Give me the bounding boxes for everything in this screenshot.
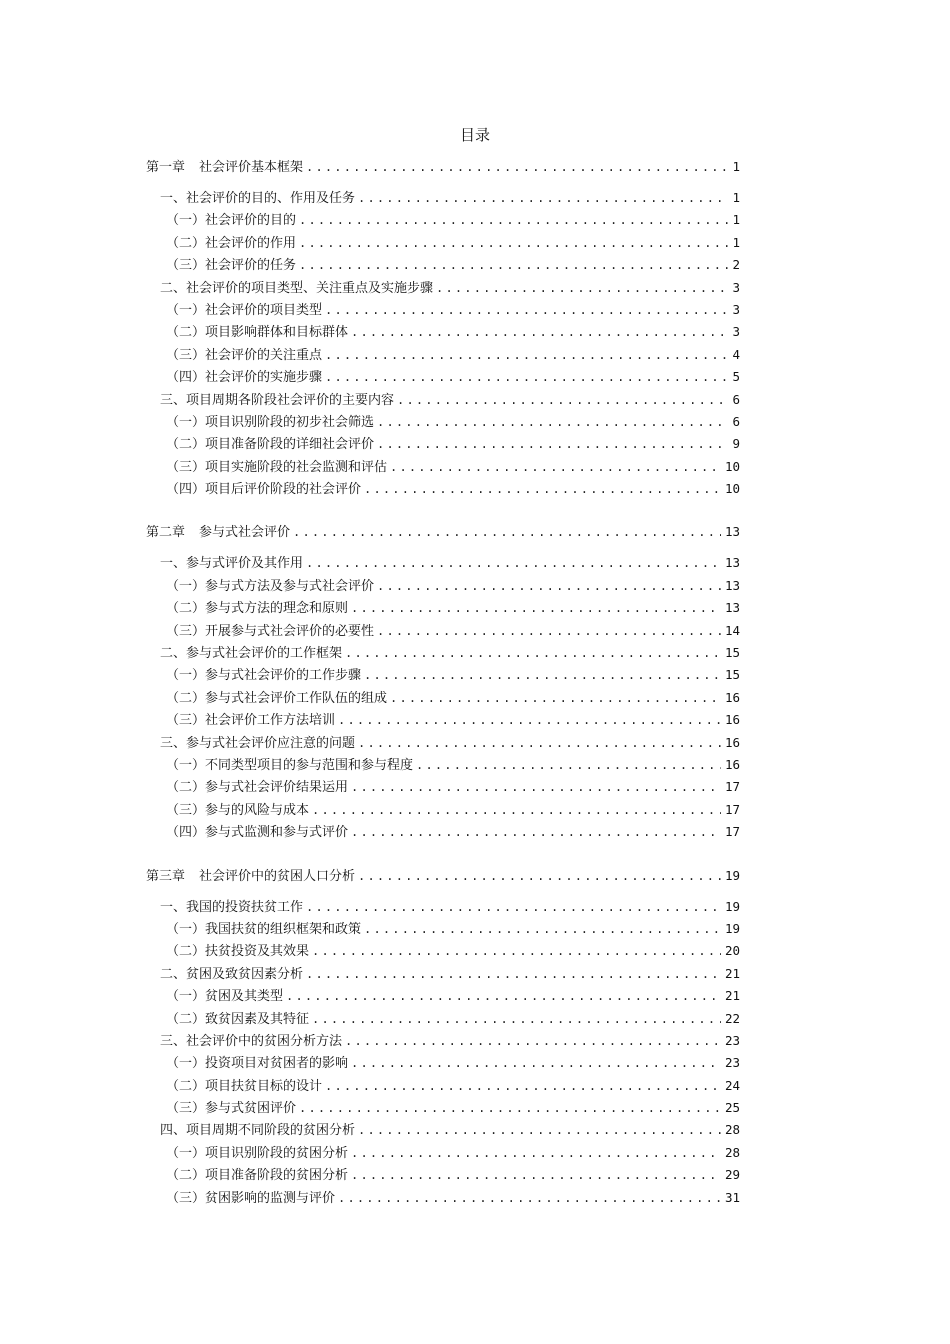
entry-title: 一、社会评价的目的、作用及任务 xyxy=(160,191,356,206)
dot-leader xyxy=(351,1052,721,1074)
entry-title: 三、参与式社会评价应注意的问题 xyxy=(160,735,356,751)
dot-leader xyxy=(351,1142,721,1164)
dot-leader xyxy=(416,754,721,776)
page-number: 10 xyxy=(724,481,740,497)
dot-leader xyxy=(306,896,721,918)
toc-section-entry[interactable] xyxy=(146,1030,740,1052)
toc-subsection-entry[interactable] xyxy=(146,754,740,776)
entry-title: 四、项目周期不同阶段的贫困分析 xyxy=(160,1123,356,1139)
page-number: 19 xyxy=(724,920,740,936)
dot-leader xyxy=(306,552,721,574)
entry-title: （二）项目影响群体和目标群体 xyxy=(166,325,349,341)
toc-section-entry[interactable] xyxy=(146,963,740,985)
dot-leader xyxy=(351,321,728,343)
page-number: 17 xyxy=(724,801,740,817)
entry-title: （一）项目识别阶段的初步社会筛选 xyxy=(166,414,375,430)
page-number: 3 xyxy=(732,301,740,317)
page-number: 9 xyxy=(732,436,740,452)
toc-subsection-entry[interactable] xyxy=(146,1164,740,1186)
toc-subsection-entry[interactable] xyxy=(146,1052,740,1074)
dot-leader xyxy=(325,299,728,321)
toc-chapter xyxy=(146,521,740,843)
page-number: 22 xyxy=(724,1010,740,1026)
entry-title: （二）项目扶贫目标的设计 xyxy=(166,1078,323,1094)
dot-leader xyxy=(351,821,721,843)
dot-leader xyxy=(390,687,721,709)
dot-leader xyxy=(358,187,728,209)
dot-leader xyxy=(338,709,721,731)
entry-title: （一）参与式社会评价的工作步骤 xyxy=(166,668,362,684)
toc-chapter xyxy=(146,156,740,500)
dot-leader xyxy=(325,366,728,388)
page-number: 3 xyxy=(732,279,740,295)
dot-leader xyxy=(351,1164,721,1186)
page-number: 19 xyxy=(724,867,740,883)
dot-leader xyxy=(325,344,728,366)
toc-subsection-entry[interactable] xyxy=(146,1187,740,1209)
page-number: 21 xyxy=(724,965,740,981)
dot-leader xyxy=(364,478,721,500)
entry-title: （二）参与式社会评价工作队伍的组成 xyxy=(166,690,388,706)
dot-leader xyxy=(364,664,721,686)
toc-title: 目录 xyxy=(459,126,490,144)
toc-subsection-entry[interactable] xyxy=(146,1142,740,1164)
toc-subsection-entry[interactable] xyxy=(146,799,740,821)
dot-leader xyxy=(358,732,721,754)
chapter-title: 社会评价中的贫困人口分析 xyxy=(199,868,356,884)
toc-subsection-entry[interactable] xyxy=(146,344,740,366)
toc-subsection-entry[interactable] xyxy=(146,1075,740,1097)
entry-title: （三）社会评价的任务 xyxy=(166,258,297,274)
toc-section-entry[interactable] xyxy=(146,642,740,664)
entry-title: （二）项目准备阶段的详细社会评价 xyxy=(166,437,375,453)
toc-subsection-entry[interactable] xyxy=(146,321,740,343)
entry-title: （三）项目实施阶段的社会监测和评估 xyxy=(166,459,388,475)
page-number: 16 xyxy=(724,712,740,728)
page-number: 5 xyxy=(732,369,740,385)
toc-subsection-entry[interactable] xyxy=(146,776,740,798)
page-number: 10 xyxy=(724,458,740,474)
page-number: 25 xyxy=(724,1100,740,1116)
page-number: 24 xyxy=(724,1077,740,1093)
entry-title: （一）我国扶贫的组织框架和政策 xyxy=(166,921,362,937)
entry-title: （四）参与式监测和参与式评价 xyxy=(166,825,349,841)
toc-subsection-entry[interactable] xyxy=(146,620,740,642)
chapter-number: 第一章 xyxy=(146,160,186,175)
dot-leader xyxy=(351,597,721,619)
page-number: 13 xyxy=(724,555,740,571)
page-number: 6 xyxy=(732,391,740,407)
dot-leader xyxy=(364,918,721,940)
entry-title: 一、参与式评价及其作用 xyxy=(160,556,304,572)
dot-leader xyxy=(358,1119,721,1141)
toc-subsection-entry[interactable] xyxy=(146,664,740,686)
toc-subsection-entry[interactable] xyxy=(146,687,740,709)
entry-title: 二、贫困及致贫因素分析 xyxy=(160,966,304,982)
toc-subsection-entry[interactable] xyxy=(146,366,740,388)
entry-title: （一）社会评价的目的 xyxy=(166,213,297,229)
entry-title: （一）社会评价的项目类型 xyxy=(166,302,323,318)
page-number: 13 xyxy=(724,600,740,616)
page-number: 17 xyxy=(724,779,740,795)
dot-leader xyxy=(293,521,721,543)
entry-title: （四）社会评价的实施步骤 xyxy=(166,370,323,386)
page-number: 6 xyxy=(732,413,740,429)
entry-title: （二）扶贫投资及其效果 xyxy=(166,944,310,960)
dot-leader xyxy=(299,232,728,254)
toc-section-entry[interactable] xyxy=(146,389,740,411)
entry-title: （三）社会评价工作方法培训 xyxy=(166,713,336,729)
page-number: 20 xyxy=(724,943,740,959)
entry-title: （一）项目识别阶段的贫困分析 xyxy=(166,1145,349,1161)
page-number: 2 xyxy=(732,257,740,273)
toc-section-entry[interactable] xyxy=(146,552,740,574)
page-number: 1 xyxy=(732,212,740,228)
dot-leader xyxy=(325,1075,721,1097)
page-number: 1 xyxy=(732,190,740,205)
entry-title: （二）社会评价的作用 xyxy=(166,235,297,251)
toc-chapter xyxy=(146,865,740,1209)
dot-leader xyxy=(377,411,728,433)
entry-title: （一）贫困及其类型 xyxy=(166,989,284,1005)
toc-chapter-heading[interactable] xyxy=(146,521,740,543)
entry-title: （四）项目后评价阶段的社会评价 xyxy=(166,482,362,498)
page-number: 28 xyxy=(724,1144,740,1160)
toc-section-entry[interactable] xyxy=(146,732,740,754)
page-number: 15 xyxy=(724,667,740,683)
dot-leader xyxy=(299,209,728,231)
entry-title: 三、项目周期各阶段社会评价的主要内容 xyxy=(160,392,395,408)
entry-title: 一、我国的投资扶贫工作 xyxy=(160,899,304,915)
toc-subsection-entry[interactable] xyxy=(146,940,740,962)
toc-section-entry[interactable] xyxy=(146,187,740,209)
toc-section-entry[interactable] xyxy=(146,1119,740,1141)
page-number: 16 xyxy=(724,689,740,705)
dot-leader xyxy=(312,799,721,821)
page-number: 13 xyxy=(724,577,740,593)
dot-leader xyxy=(377,620,721,642)
entry-title: （三）社会评价的关注重点 xyxy=(166,347,323,363)
entry-title: （二）致贫因素及其特征 xyxy=(166,1011,310,1027)
entry-title: （一）投资项目对贫困者的影响 xyxy=(166,1056,349,1072)
page-number: 23 xyxy=(724,1032,740,1048)
dot-leader xyxy=(436,277,728,299)
toc-subsection-entry[interactable] xyxy=(146,821,740,843)
toc-chapter-heading[interactable] xyxy=(146,865,740,887)
dot-leader xyxy=(299,1097,721,1119)
toc-subsection-entry[interactable] xyxy=(146,478,740,500)
dot-leader xyxy=(390,456,721,478)
dot-leader xyxy=(351,776,721,798)
dot-leader xyxy=(338,1187,721,1209)
dot-leader xyxy=(306,156,728,178)
page-number: 15 xyxy=(724,645,740,661)
page-number: 1 xyxy=(732,159,740,174)
page-number: 29 xyxy=(724,1167,740,1183)
dot-leader xyxy=(299,254,728,276)
dot-leader xyxy=(312,1008,721,1030)
toc-subsection-entry[interactable] xyxy=(146,433,740,455)
dot-leader xyxy=(397,389,728,411)
dot-leader xyxy=(312,940,721,962)
dot-leader xyxy=(377,575,721,597)
page-number: 31 xyxy=(724,1189,740,1205)
entry-title: （一）不同类型项目的参与范围和参与程度 xyxy=(166,757,414,773)
page-number: 1 xyxy=(732,234,740,250)
toc-subsection-entry[interactable] xyxy=(146,299,740,321)
entry-title: 三、社会评价中的贫困分析方法 xyxy=(160,1033,343,1049)
toc-subsection-entry[interactable] xyxy=(146,985,740,1007)
entry-title: （三）参与式贫困评价 xyxy=(166,1101,297,1117)
page-number: 28 xyxy=(724,1122,740,1138)
entry-title: （三）贫困影响的监测与评价 xyxy=(166,1190,336,1206)
entry-title: 二、参与式社会评价的工作框架 xyxy=(160,646,343,662)
entry-title: （二）参与式社会评价结果运用 xyxy=(166,780,349,796)
chapter-number: 第二章 xyxy=(146,525,186,541)
entry-title: （一）参与式方法及参与式社会评价 xyxy=(166,578,375,594)
entry-title: （二）参与式方法的理念和原则 xyxy=(166,601,349,617)
page-number: 16 xyxy=(724,756,740,772)
page-number: 16 xyxy=(724,734,740,750)
toc-subsection-entry[interactable] xyxy=(146,209,740,231)
toc-subsection-entry[interactable] xyxy=(146,575,740,597)
toc-subsection-entry[interactable] xyxy=(146,1008,740,1030)
page-number: 13 xyxy=(724,524,740,540)
page-number: 17 xyxy=(724,824,740,840)
toc-subsection-entry[interactable] xyxy=(146,597,740,619)
dot-leader xyxy=(286,985,721,1007)
toc-chapter-heading[interactable] xyxy=(146,156,740,178)
page-number: 21 xyxy=(724,988,740,1004)
chapter-title: 社会评价基本框架 xyxy=(199,160,304,175)
toc-subsection-entry[interactable] xyxy=(146,456,740,478)
entry-title: （三）开展参与式社会评价的必要性 xyxy=(166,623,375,639)
toc-section-entry[interactable] xyxy=(146,277,740,299)
page-number: 19 xyxy=(724,898,740,914)
dot-leader xyxy=(358,865,721,887)
toc-subsection-entry[interactable] xyxy=(146,254,740,276)
entry-title: 二、社会评价的项目类型、关注重点及实施步骤 xyxy=(160,280,434,296)
toc-subsection-entry[interactable] xyxy=(146,1097,740,1119)
dot-leader xyxy=(377,433,728,455)
toc-subsection-entry[interactable] xyxy=(146,709,740,731)
dot-leader xyxy=(345,1030,721,1052)
page-number: 3 xyxy=(732,324,740,340)
toc-subsection-entry[interactable] xyxy=(146,411,740,433)
entry-title: （二）项目准备阶段的贫困分析 xyxy=(166,1168,349,1184)
page-number: 4 xyxy=(732,346,740,362)
toc-subsection-entry[interactable] xyxy=(146,918,740,940)
toc-subsection-entry[interactable] xyxy=(146,232,740,254)
dot-leader xyxy=(345,642,721,664)
chapter-title: 参与式社会评价 xyxy=(199,525,291,541)
toc-section-entry[interactable] xyxy=(146,896,740,918)
chapter-number: 第三章 xyxy=(146,868,186,884)
dot-leader xyxy=(306,963,721,985)
table-of-contents xyxy=(146,156,740,1209)
entry-title: （三）参与的风险与成本 xyxy=(166,802,310,818)
page-number: 14 xyxy=(724,622,740,638)
page-number: 23 xyxy=(724,1055,740,1071)
